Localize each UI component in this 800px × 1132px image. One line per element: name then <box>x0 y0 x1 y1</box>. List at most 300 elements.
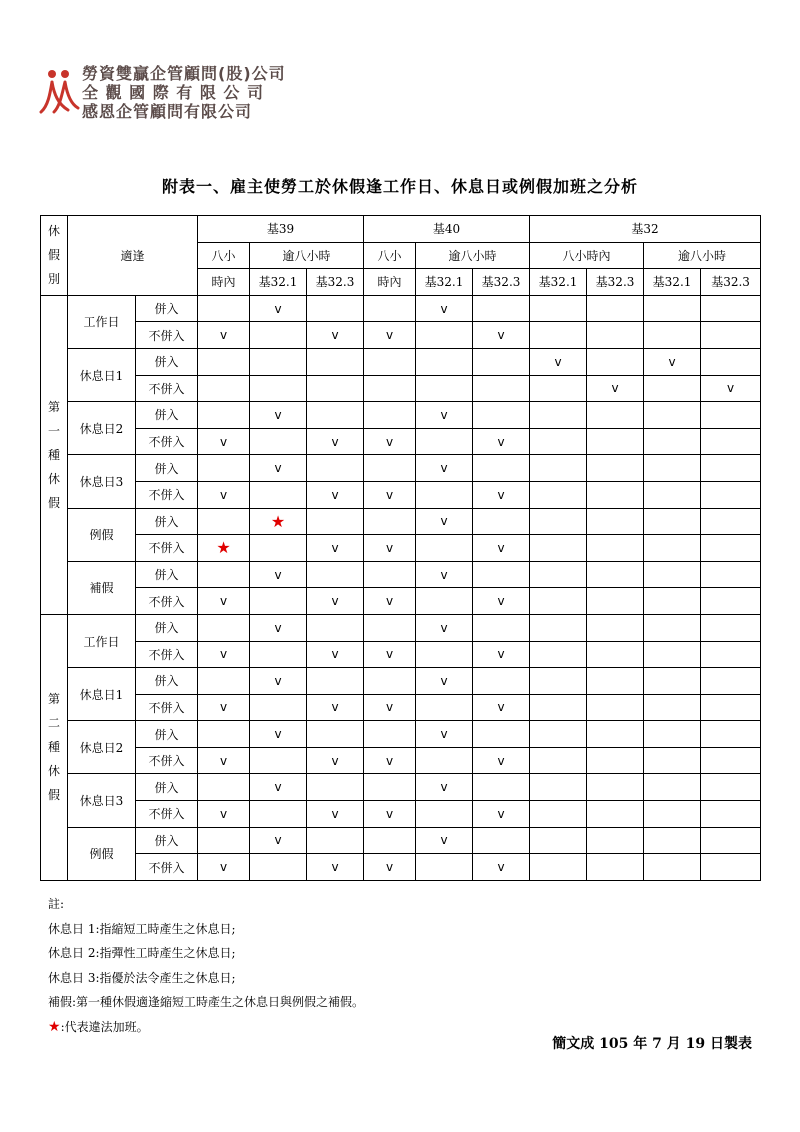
merge-type-label: 併入 <box>136 774 198 801</box>
value-cell <box>364 774 416 801</box>
value-cell <box>364 668 416 695</box>
value-cell <box>473 508 530 535</box>
value-cell <box>701 614 761 641</box>
value-cell <box>473 641 530 668</box>
value-cell <box>307 428 364 455</box>
value-cell <box>364 375 416 402</box>
value-cell <box>364 614 416 641</box>
value-cell <box>250 854 307 881</box>
value-cell <box>644 455 701 482</box>
table-row <box>41 561 761 588</box>
value-cell <box>364 854 416 881</box>
value-cell <box>587 801 644 828</box>
star-icon: ★ <box>216 538 231 558</box>
merge-type-label: 併入 <box>136 455 198 482</box>
col-situation-header: 適逢 <box>68 216 198 296</box>
check-mark: v <box>331 487 339 502</box>
value-cell <box>530 747 587 774</box>
author-footer: 簡文成 105 年 7 月 19 日製表 <box>552 1036 752 1052</box>
value-cell <box>587 402 644 429</box>
value-cell <box>587 295 644 322</box>
value-cell <box>198 614 250 641</box>
value-cell <box>530 801 587 828</box>
check-mark: v <box>331 860 339 875</box>
value-cell <box>250 508 307 535</box>
table-row <box>41 295 761 322</box>
over8-header-39: 逾八小時 <box>250 242 364 269</box>
value-cell <box>473 375 530 402</box>
art321-header: 基32.1 <box>416 269 473 296</box>
value-cell <box>587 535 644 562</box>
value-cell <box>250 402 307 429</box>
value-cell <box>473 481 530 508</box>
value-cell <box>250 668 307 695</box>
situation-label: 休息日1 <box>68 348 136 401</box>
value-cell <box>587 641 644 668</box>
art321-header: 基32.1 <box>644 269 701 296</box>
value-cell <box>198 402 250 429</box>
table-row <box>41 508 761 535</box>
value-cell <box>530 375 587 402</box>
merge-type-label: 不併入 <box>136 801 198 828</box>
check-mark: v <box>331 540 339 555</box>
value-cell <box>530 455 587 482</box>
value-cell <box>250 455 307 482</box>
value-cell <box>701 481 761 508</box>
value-cell <box>307 481 364 508</box>
value-cell <box>307 747 364 774</box>
value-cell <box>250 801 307 828</box>
value-cell <box>250 322 307 349</box>
note-item: 補假:第一種休假適逢縮短工時產生之休息日與例假之補假。 <box>48 995 365 1009</box>
value-cell <box>587 375 644 402</box>
value-cell <box>198 721 250 748</box>
value-cell <box>587 854 644 881</box>
check-mark: v <box>440 461 448 476</box>
table-row <box>41 348 761 375</box>
situation-label: 例假 <box>68 508 136 561</box>
table-row <box>41 854 761 881</box>
check-mark: v <box>497 700 505 715</box>
star-legend <box>48 1015 364 1040</box>
value-cell <box>416 455 473 482</box>
check-mark: v <box>727 381 735 396</box>
situation-label: 休息日2 <box>68 402 136 455</box>
check-mark: v <box>219 594 228 609</box>
value-cell <box>473 428 530 455</box>
value-cell <box>530 508 587 535</box>
within8-bottom-39: 時內 <box>198 269 250 296</box>
value-cell <box>644 774 701 801</box>
value-cell <box>364 588 416 615</box>
value-cell <box>364 428 416 455</box>
value-cell <box>530 614 587 641</box>
value-cell <box>416 747 473 774</box>
page-title: 附表一、雇主使勞工於休假逢工作日、休息日或例假加班之分析 <box>161 177 638 196</box>
value-cell <box>364 694 416 721</box>
table-row <box>41 827 761 854</box>
value-cell <box>364 322 416 349</box>
value-cell <box>364 535 416 562</box>
value-cell <box>473 747 530 774</box>
merge-type-label: 併入 <box>136 348 198 375</box>
value-cell <box>473 801 530 828</box>
value-cell <box>198 827 250 854</box>
value-cell <box>364 295 416 322</box>
value-cell <box>530 348 587 375</box>
check-mark: v <box>440 727 448 742</box>
merge-type-label: 併入 <box>136 827 198 854</box>
merge-type-label: 不併入 <box>136 747 198 774</box>
table-row <box>41 721 761 748</box>
value-cell <box>416 801 473 828</box>
value-cell <box>644 614 701 641</box>
check-mark: v <box>219 487 228 502</box>
value-cell <box>416 641 473 668</box>
value-cell <box>701 402 761 429</box>
value-cell <box>587 561 644 588</box>
check-mark: v <box>274 673 282 688</box>
value-cell <box>198 375 250 402</box>
value-cell <box>644 641 701 668</box>
value-cell <box>416 588 473 615</box>
check-mark: v <box>385 540 394 555</box>
value-cell <box>364 721 416 748</box>
merge-type-label: 不併入 <box>136 481 198 508</box>
value-cell <box>416 854 473 881</box>
over8-header-40: 逾八小時 <box>416 242 530 269</box>
value-cell <box>473 694 530 721</box>
value-cell <box>198 561 250 588</box>
value-cell <box>473 322 530 349</box>
value-cell <box>364 508 416 535</box>
value-cell <box>198 854 250 881</box>
value-cell <box>530 402 587 429</box>
value-cell <box>530 295 587 322</box>
value-cell <box>644 588 701 615</box>
table-row <box>41 322 761 349</box>
value-cell <box>198 322 250 349</box>
art323-header: 基32.3 <box>307 269 364 296</box>
value-cell <box>644 348 701 375</box>
company-logo <box>38 64 328 124</box>
section-label: 第 二 種 休 假 <box>41 614 68 880</box>
check-mark: v <box>219 647 228 662</box>
value-cell <box>473 668 530 695</box>
value-cell <box>587 348 644 375</box>
check-mark: v <box>331 806 339 821</box>
check-mark: v <box>331 594 339 609</box>
value-cell <box>307 322 364 349</box>
value-cell <box>587 614 644 641</box>
art321-header: 基32.1 <box>250 269 307 296</box>
check-mark: v <box>385 434 394 449</box>
value-cell <box>307 455 364 482</box>
value-cell <box>198 455 250 482</box>
value-cell <box>416 295 473 322</box>
value-cell <box>307 827 364 854</box>
check-mark: v <box>219 806 228 821</box>
value-cell <box>644 801 701 828</box>
value-cell <box>644 668 701 695</box>
check-mark: v <box>497 487 505 502</box>
situation-label: 工作日 <box>68 614 136 667</box>
value-cell <box>307 375 364 402</box>
value-cell <box>416 428 473 455</box>
check-mark: v <box>440 407 448 422</box>
check-mark: v <box>219 434 228 449</box>
group-header-39: 基39 <box>198 216 364 243</box>
value-cell <box>530 854 587 881</box>
table-row <box>41 428 761 455</box>
value-cell <box>530 535 587 562</box>
value-cell <box>364 641 416 668</box>
value-cell <box>473 348 530 375</box>
value-cell <box>198 641 250 668</box>
table-row <box>41 535 761 562</box>
check-mark: v <box>497 434 505 449</box>
check-mark: v <box>274 301 282 316</box>
value-cell <box>530 694 587 721</box>
value-cell <box>364 455 416 482</box>
value-cell <box>473 588 530 615</box>
col-category-header: 休 假 別 <box>41 216 68 296</box>
value-cell <box>701 455 761 482</box>
within8-top-40: 八小 <box>364 242 416 269</box>
value-cell <box>644 854 701 881</box>
people-logo-icon <box>38 66 80 118</box>
art323-header: 基32.3 <box>473 269 530 296</box>
table-row <box>41 614 761 641</box>
value-cell <box>307 535 364 562</box>
value-cell <box>530 481 587 508</box>
check-mark: v <box>274 833 282 848</box>
check-mark: v <box>385 806 394 821</box>
value-cell <box>364 801 416 828</box>
check-mark: v <box>274 620 282 635</box>
art321-header: 基32.1 <box>530 269 587 296</box>
value-cell <box>587 508 644 535</box>
merge-type-label: 併入 <box>136 402 198 429</box>
value-cell <box>307 561 364 588</box>
merge-type-label: 併入 <box>136 614 198 641</box>
value-cell <box>364 402 416 429</box>
value-cell <box>644 535 701 562</box>
value-cell <box>644 375 701 402</box>
table-row <box>41 402 761 429</box>
value-cell <box>530 641 587 668</box>
situation-label: 工作日 <box>68 295 136 348</box>
value-cell <box>644 694 701 721</box>
value-cell <box>416 721 473 748</box>
table-row <box>41 694 761 721</box>
note-item: 休息日 3:指優於法令產生之休息日; <box>48 970 236 985</box>
value-cell <box>198 801 250 828</box>
value-cell <box>644 295 701 322</box>
value-cell <box>416 827 473 854</box>
value-cell <box>364 561 416 588</box>
value-cell <box>530 588 587 615</box>
star-legend-text: :代表違法加班。 <box>60 1019 149 1034</box>
value-cell <box>701 854 761 881</box>
value-cell <box>644 827 701 854</box>
value-cell <box>416 322 473 349</box>
check-mark: v <box>554 354 562 369</box>
value-cell <box>307 668 364 695</box>
company-name-2: 全 觀 國 際 有 限 公 司 <box>82 83 264 102</box>
value-cell <box>644 561 701 588</box>
star-icon: ★ <box>270 511 286 531</box>
value-cell <box>530 827 587 854</box>
check-mark: v <box>385 594 394 609</box>
check-mark: v <box>331 753 339 768</box>
merge-type-label: 併入 <box>136 295 198 322</box>
within8-header-32: 八小時內 <box>530 242 644 269</box>
within8-top-39: 八小 <box>198 242 250 269</box>
situation-label: 休息日1 <box>68 668 136 721</box>
check-mark: v <box>668 354 676 369</box>
value-cell <box>701 295 761 322</box>
merge-type-label: 併入 <box>136 721 198 748</box>
check-mark: v <box>440 567 448 582</box>
over8-header-32: 逾八小時 <box>644 242 761 269</box>
value-cell <box>250 827 307 854</box>
value-cell <box>416 668 473 695</box>
value-cell <box>198 295 250 322</box>
check-mark: v <box>274 780 282 795</box>
value-cell <box>701 428 761 455</box>
table-row <box>41 375 761 402</box>
value-cell <box>701 535 761 562</box>
value-cell <box>250 641 307 668</box>
table-row <box>41 747 761 774</box>
value-cell <box>587 827 644 854</box>
merge-type-label: 不併入 <box>136 641 198 668</box>
value-cell <box>198 535 250 562</box>
value-cell <box>587 322 644 349</box>
value-cell <box>198 348 250 375</box>
value-cell <box>198 774 250 801</box>
table-row <box>41 668 761 695</box>
notes-heading: 註: <box>48 897 65 911</box>
within8-bottom-40: 時內 <box>364 269 416 296</box>
value-cell <box>530 721 587 748</box>
value-cell <box>587 774 644 801</box>
header-row-1 <box>41 216 761 243</box>
value-cell <box>530 668 587 695</box>
table-row <box>41 801 761 828</box>
value-cell <box>473 854 530 881</box>
merge-type-label: 併入 <box>136 668 198 695</box>
value-cell <box>307 295 364 322</box>
value-cell <box>530 561 587 588</box>
value-cell <box>473 402 530 429</box>
value-cell <box>587 588 644 615</box>
value-cell <box>701 801 761 828</box>
value-cell <box>198 668 250 695</box>
check-mark: v <box>331 647 339 662</box>
value-cell <box>250 561 307 588</box>
value-cell <box>250 428 307 455</box>
value-cell <box>530 428 587 455</box>
merge-type-label: 不併入 <box>136 694 198 721</box>
value-cell <box>701 774 761 801</box>
check-mark: v <box>274 727 282 742</box>
value-cell <box>701 827 761 854</box>
value-cell <box>587 428 644 455</box>
value-cell <box>416 508 473 535</box>
value-cell <box>587 668 644 695</box>
check-mark: v <box>440 301 448 316</box>
group-header-32: 基32 <box>530 216 761 243</box>
value-cell <box>364 481 416 508</box>
merge-type-label: 不併入 <box>136 535 198 562</box>
check-mark: v <box>440 620 448 635</box>
value-cell <box>644 481 701 508</box>
check-mark: v <box>274 461 282 476</box>
situation-label: 休息日2 <box>68 721 136 774</box>
check-mark: v <box>385 860 394 875</box>
merge-type-label: 不併入 <box>136 375 198 402</box>
value-cell <box>250 747 307 774</box>
value-cell <box>198 588 250 615</box>
value-cell <box>307 694 364 721</box>
merge-type-label: 不併入 <box>136 588 198 615</box>
value-cell <box>473 774 530 801</box>
check-mark: v <box>385 647 394 662</box>
value-cell <box>644 721 701 748</box>
value-cell <box>198 508 250 535</box>
value-cell <box>587 455 644 482</box>
value-cell <box>416 535 473 562</box>
value-cell <box>416 481 473 508</box>
value-cell <box>644 508 701 535</box>
check-mark: v <box>385 700 394 715</box>
value-cell <box>307 402 364 429</box>
note-item: 休息日 1:指縮短工時產生之休息日; <box>48 921 236 936</box>
check-mark: v <box>331 434 339 449</box>
value-cell <box>307 614 364 641</box>
check-mark: v <box>331 700 339 715</box>
check-mark: v <box>497 594 505 609</box>
value-cell <box>198 694 250 721</box>
value-cell <box>250 588 307 615</box>
value-cell <box>250 535 307 562</box>
value-cell <box>364 747 416 774</box>
value-cell <box>250 614 307 641</box>
value-cell <box>701 348 761 375</box>
company-name-3: 感恩企管顧問有限公司 <box>82 102 253 121</box>
value-cell <box>416 614 473 641</box>
value-cell <box>473 561 530 588</box>
value-cell <box>416 561 473 588</box>
value-cell <box>701 588 761 615</box>
art323-header: 基32.3 <box>701 269 761 296</box>
value-cell <box>250 774 307 801</box>
value-cell <box>701 561 761 588</box>
value-cell <box>530 322 587 349</box>
check-mark: v <box>611 381 619 396</box>
value-cell <box>416 774 473 801</box>
value-cell <box>701 322 761 349</box>
group-header-40: 基40 <box>364 216 530 243</box>
value-cell <box>473 827 530 854</box>
check-mark: v <box>219 860 228 875</box>
value-cell <box>701 721 761 748</box>
check-mark: v <box>440 673 448 688</box>
merge-type-label: 不併入 <box>136 428 198 455</box>
check-mark: v <box>219 753 228 768</box>
